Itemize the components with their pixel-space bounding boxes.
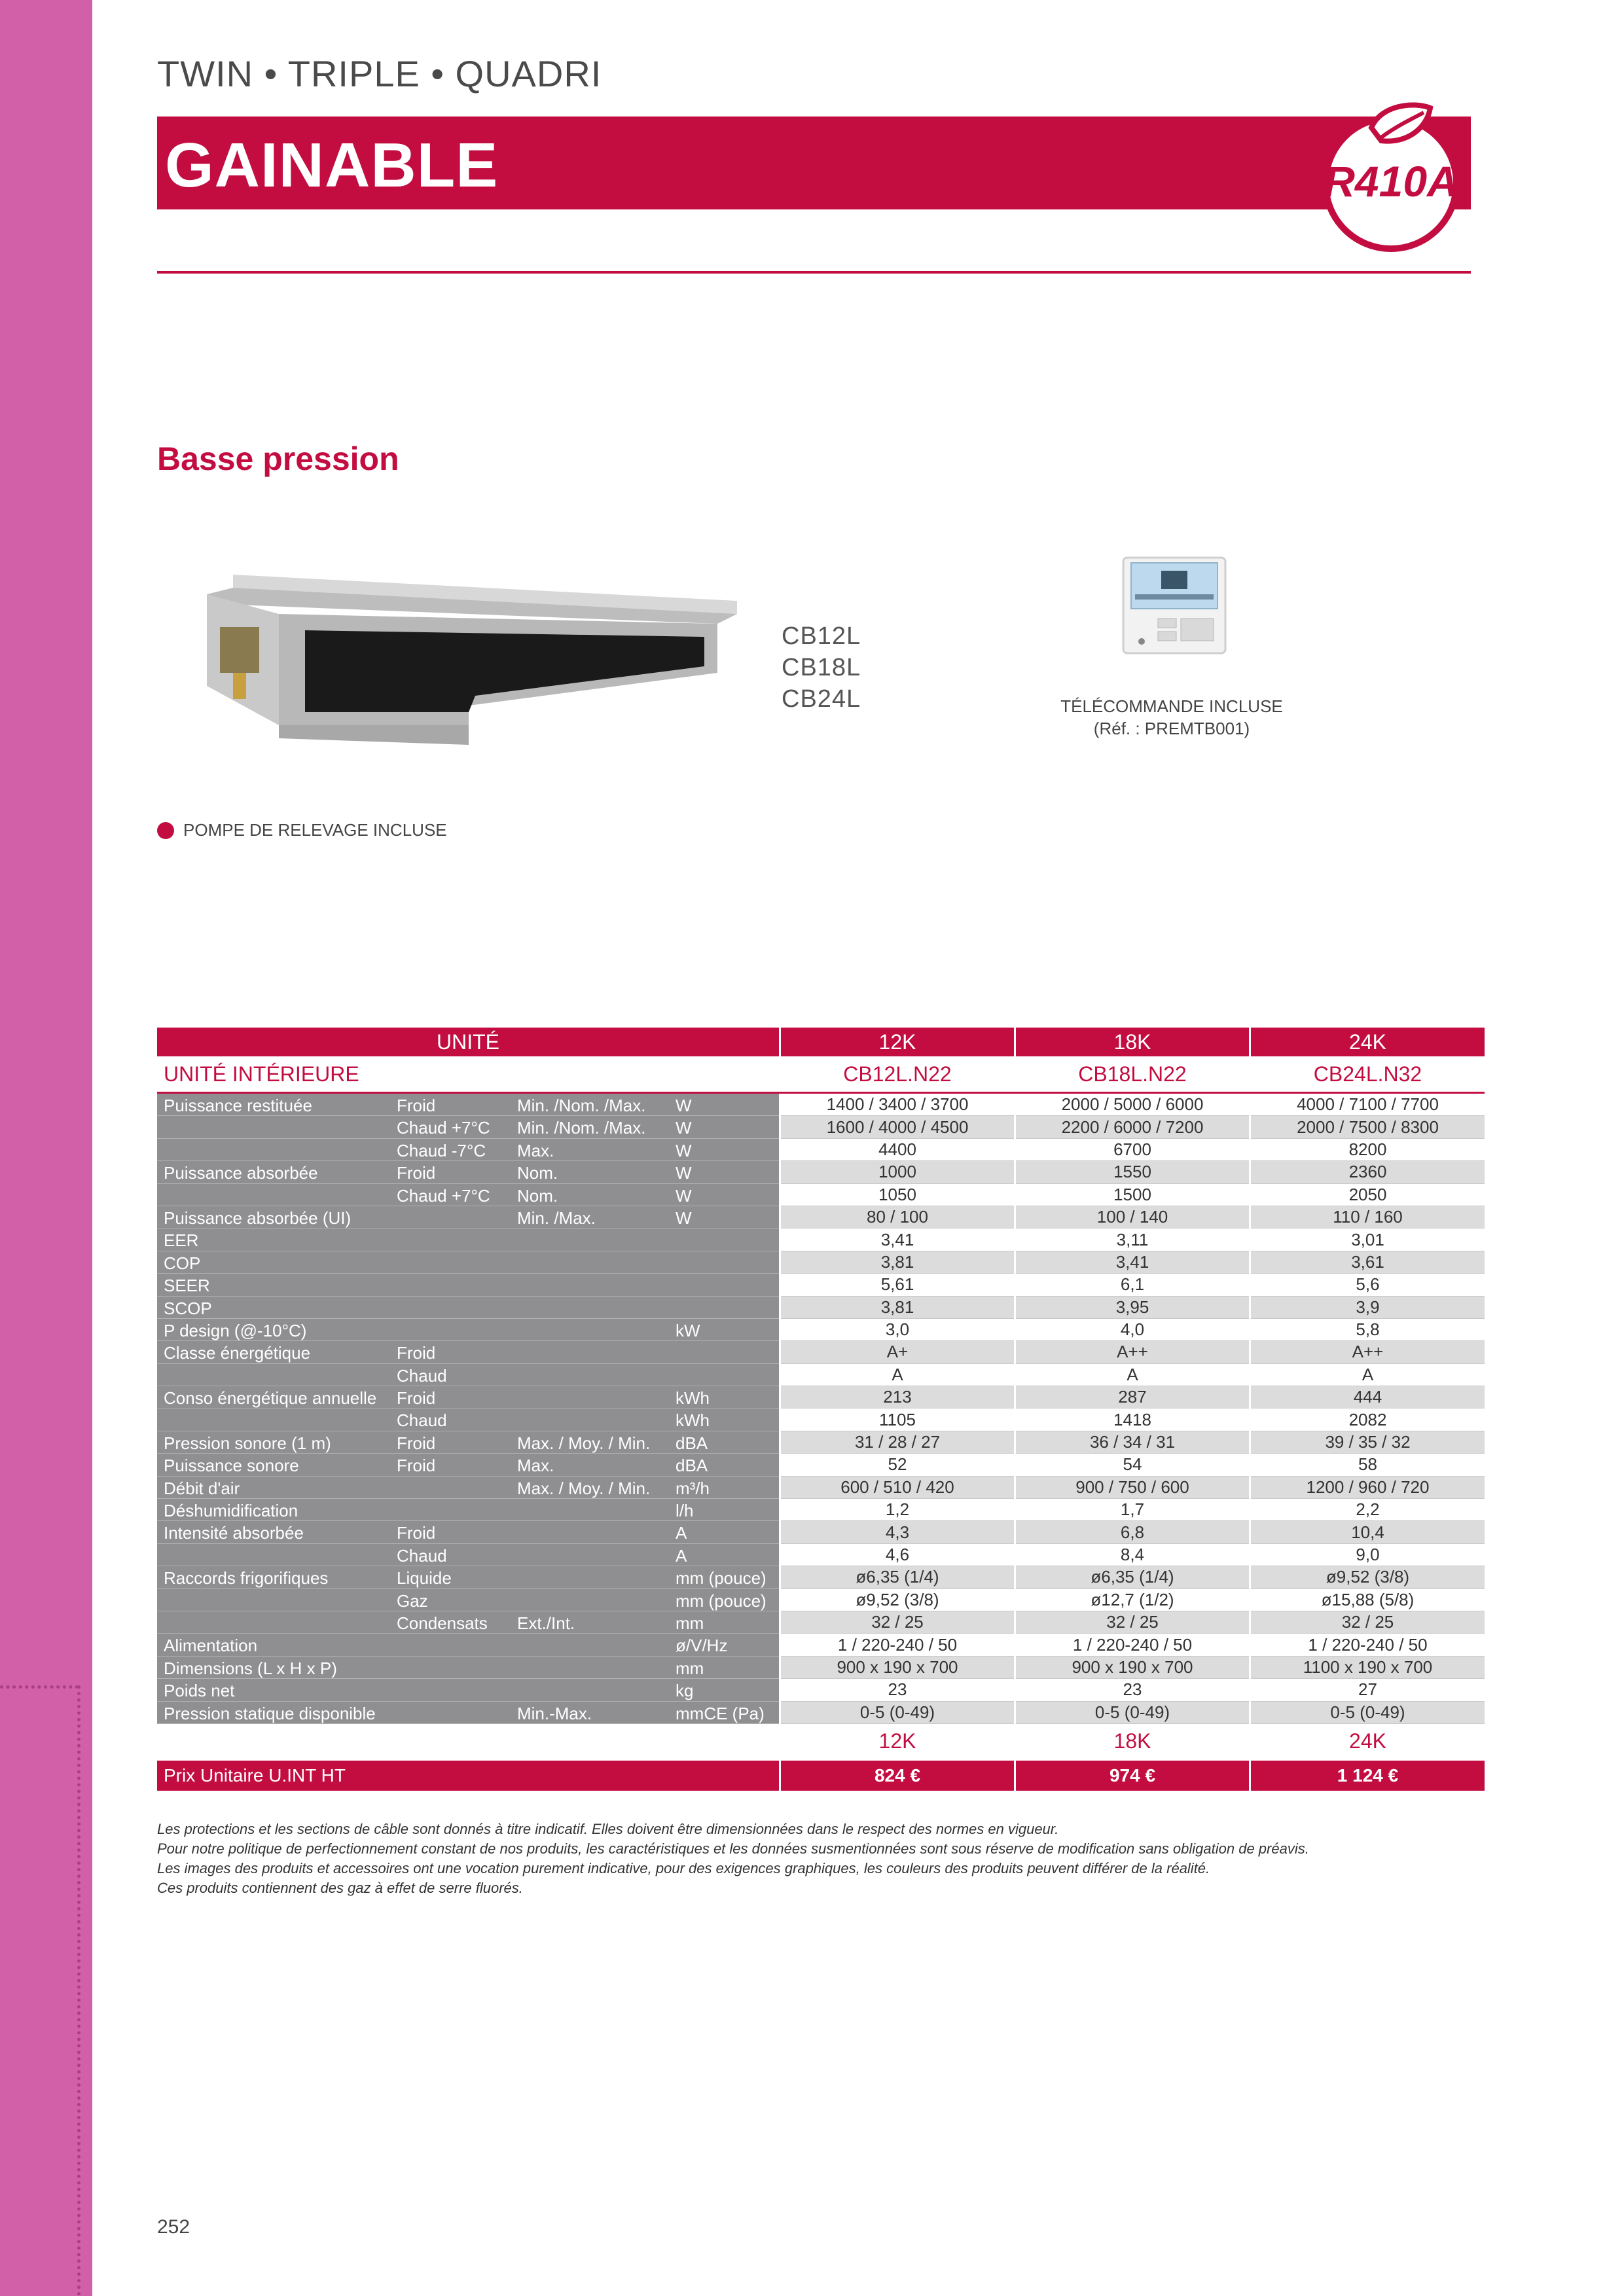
row-mode: Chaud +7°C: [397, 1118, 490, 1138]
model-name: CB12L: [782, 622, 861, 650]
row-label-text: Poids net: [164, 1681, 235, 1701]
row-value: 3,41: [781, 1229, 1014, 1251]
row-label-text: Conso énergétique annuelle: [164, 1388, 377, 1408]
pump-note-text: POMPE DE RELEVAGE INCLUSE: [183, 820, 447, 840]
row-label-text: Intensité absorbée: [164, 1523, 304, 1543]
row-unit: mm (pouce): [676, 1590, 767, 1611]
row-value: 23: [781, 1679, 1014, 1701]
row-value: ø9,52 (3/8): [1251, 1566, 1485, 1588]
row-value: 1 / 220-240 / 50: [1016, 1634, 1249, 1656]
row-label: [157, 1657, 779, 1679]
row-mode: Chaud: [397, 1410, 447, 1431]
row-value: 3,9: [1251, 1297, 1485, 1319]
row-mode: Liquide: [397, 1568, 452, 1588]
row-mode: Gaz: [397, 1590, 428, 1611]
row-label: [157, 1544, 779, 1566]
row-value: 58: [1251, 1454, 1485, 1476]
row-label: [157, 1499, 779, 1521]
price-row: [157, 1761, 1485, 1791]
row-value: ø9,52 (3/8): [781, 1589, 1014, 1611]
footnote: Pour notre politique de perfectionnement constant de nos produits, les caractéristiques et les données susmentionnées sont sous réserve de modification sans obligation de préavis.: [157, 1840, 1309, 1857]
row-mode: Froid: [397, 1163, 436, 1183]
row-value: 6,8: [1016, 1521, 1249, 1543]
row-label: [157, 1297, 779, 1319]
table-row: [157, 1116, 1485, 1138]
row-unit: A: [676, 1545, 687, 1566]
col-footer: 12K: [878, 1729, 916, 1753]
row-value: 5,61: [781, 1274, 1014, 1296]
row-unit: A: [676, 1523, 687, 1543]
row-value: 80 / 100: [781, 1206, 1014, 1229]
row-label: [157, 1611, 779, 1634]
col-header: 12K: [781, 1028, 1014, 1056]
row-unit: mm: [676, 1658, 704, 1678]
row-label: [157, 1477, 779, 1499]
row-mode: Froid: [397, 1096, 436, 1115]
row-value: 6,1: [1016, 1274, 1249, 1296]
row-label: [157, 1454, 779, 1476]
footnote: Les images des produits et accessoires ont une vocation purement indicative, pour des exigences graphiques, les couleurs des produits peuvent différer de la réalité.: [157, 1860, 1210, 1876]
row-value: 1100 x 190 x 700: [1251, 1657, 1485, 1679]
row-unit: l/h: [676, 1501, 694, 1521]
title-rule: [157, 271, 1471, 274]
row-value: 1500: [1016, 1184, 1249, 1206]
row-label: [157, 1229, 779, 1251]
row-value: 2200 / 6000 / 7200: [1016, 1116, 1249, 1138]
row-label: [157, 1319, 779, 1341]
table-row: [157, 1139, 1485, 1161]
row-mode: Froid: [397, 1456, 436, 1476]
footnote: Ces produits contiennent des gaz à effet de serre fluorés.: [157, 1880, 523, 1896]
indoor-model: CB12L.N22: [843, 1062, 952, 1086]
row-mode: Chaud: [397, 1545, 447, 1566]
row-value: 0-5 (0-49): [1251, 1702, 1485, 1724]
row-unit: W: [676, 1185, 692, 1206]
row-value: 1000: [781, 1161, 1014, 1183]
row-value: 3,61: [1251, 1251, 1485, 1274]
unit-header: UNITÉ: [157, 1028, 779, 1056]
row-value: 444: [1251, 1386, 1485, 1408]
table-row: [157, 1297, 1485, 1319]
row-label-text: P design (@-10°C): [164, 1320, 307, 1340]
row-label: [157, 1679, 779, 1701]
row-value: 213: [781, 1386, 1014, 1408]
table-row: [157, 1634, 1485, 1656]
row-value: 1,2: [781, 1499, 1014, 1521]
row-label-text: Alimentation: [164, 1636, 258, 1656]
row-value: 1200 / 960 / 720: [1251, 1477, 1485, 1499]
table-row: [157, 1477, 1485, 1499]
table-row: [157, 1184, 1485, 1206]
table-row: [157, 1094, 1485, 1116]
row-unit: dBA: [676, 1456, 708, 1476]
row-value: 1050: [781, 1184, 1014, 1206]
row-label: [157, 1386, 779, 1408]
table-row: [157, 1702, 1485, 1724]
row-value: 3,0: [781, 1319, 1014, 1341]
model-list: [782, 620, 861, 715]
row-value: 27: [1251, 1679, 1485, 1701]
row-label: [157, 1702, 779, 1724]
table-row: [157, 1319, 1485, 1341]
row-label-text: Puissance absorbée: [164, 1163, 318, 1183]
row-value: 110 / 160: [1251, 1206, 1485, 1229]
row-condition: Min. /Nom. /Max.: [517, 1096, 646, 1115]
row-value: 54: [1016, 1454, 1249, 1476]
row-label-text: Classe énergétique: [164, 1343, 311, 1363]
row-value: 1400 / 3400 / 3700: [781, 1094, 1014, 1116]
row-label-text: Pression statique disponible: [164, 1703, 376, 1723]
col-footer: 18K: [1113, 1729, 1151, 1753]
row-label-text: COP: [164, 1253, 201, 1273]
leaf-badge-icon: [1309, 92, 1473, 255]
side-dotted-line-vertical: [77, 1685, 81, 2296]
row-value: 3,01: [1251, 1229, 1485, 1251]
row-label: [157, 1251, 779, 1274]
price-value: 974 €: [1016, 1761, 1249, 1791]
row-mode: Chaud +7°C: [397, 1185, 490, 1206]
row-label: [157, 1566, 779, 1588]
table-row: [157, 1431, 1485, 1454]
row-value: 1105: [781, 1408, 1014, 1431]
row-value: 900 x 190 x 700: [1016, 1657, 1249, 1679]
row-condition: Min. /Max.: [517, 1208, 596, 1228]
table-row: [157, 1521, 1485, 1543]
row-value: 39 / 35 / 32: [1251, 1431, 1485, 1454]
row-value: 32 / 25: [1016, 1611, 1249, 1634]
table-row: [157, 1251, 1485, 1274]
row-label-text: Puissance absorbée (UI): [164, 1208, 352, 1228]
row-unit: mm (pouce): [676, 1568, 767, 1588]
footer-header-row: [157, 1724, 1485, 1759]
table-row: [157, 1589, 1485, 1611]
col-header: 24K: [1251, 1028, 1485, 1056]
row-value: 23: [1016, 1679, 1249, 1701]
row-value: 4,0: [1016, 1319, 1249, 1341]
row-label-text: Dimensions (L x H x P): [164, 1658, 337, 1678]
row-mode: Froid: [397, 1433, 436, 1453]
row-unit: kg: [676, 1681, 694, 1701]
row-value: 0-5 (0-49): [1016, 1702, 1249, 1724]
ducted-unit-image: [194, 575, 737, 745]
row-label-text: SCOP: [164, 1298, 212, 1318]
col-header: 18K: [1016, 1028, 1249, 1056]
row-value: 2082: [1251, 1408, 1485, 1431]
table-row: [157, 1274, 1485, 1296]
model-name: CB24L: [782, 685, 861, 713]
row-condition: Min.-Max.: [517, 1703, 592, 1723]
remote-caption-ref: (Réf. : PREMTB001): [1093, 719, 1250, 738]
table-row: [157, 1544, 1485, 1566]
row-value: ø15,88 (5/8): [1251, 1589, 1485, 1611]
row-value: A++: [1016, 1341, 1249, 1363]
indoor-model-row: [157, 1056, 1485, 1094]
row-label-text: Puissance restituée: [164, 1096, 312, 1115]
row-mode: Chaud: [397, 1365, 447, 1386]
badge-label: R410A: [1324, 157, 1458, 206]
row-value: 5,8: [1251, 1319, 1485, 1341]
row-condition: Max.: [517, 1140, 554, 1160]
row-mode: Froid: [397, 1523, 436, 1543]
row-value: 2050: [1251, 1184, 1485, 1206]
row-label: [157, 1341, 779, 1363]
table-row: [157, 1386, 1485, 1408]
table-row: [157, 1161, 1485, 1183]
row-value: 1418: [1016, 1408, 1249, 1431]
row-unit: W: [676, 1118, 692, 1138]
row-value: 900 / 750 / 600: [1016, 1477, 1249, 1499]
row-unit: m³/h: [676, 1478, 710, 1498]
row-value: 52: [781, 1454, 1014, 1476]
row-label-text: Puissance sonore: [164, 1456, 299, 1476]
row-value: ø6,35 (1/4): [781, 1566, 1014, 1588]
row-value: 100 / 140: [1016, 1206, 1249, 1229]
row-condition: Nom.: [517, 1163, 558, 1183]
row-unit: mm: [676, 1613, 704, 1633]
row-condition: Min. /Nom. /Max.: [517, 1118, 646, 1138]
row-value: 2000 / 7500 / 8300: [1251, 1116, 1485, 1138]
table-row: [157, 1679, 1485, 1701]
remote-control-image: [1122, 556, 1227, 655]
price-label: Prix Unitaire U.INT HT: [157, 1761, 779, 1791]
table-row: [157, 1611, 1485, 1634]
table-body: [157, 1094, 1485, 1724]
remote-caption: [982, 695, 1362, 740]
row-mode: Condensats: [397, 1613, 488, 1633]
row-unit: W: [676, 1163, 692, 1183]
row-label: [157, 1634, 779, 1656]
row-label: [157, 1184, 779, 1206]
row-value: 3,41: [1016, 1251, 1249, 1274]
page-number: 252: [157, 2216, 190, 2238]
row-label: [157, 1274, 779, 1296]
row-value: 4400: [781, 1139, 1014, 1161]
row-unit: kWh: [676, 1388, 710, 1408]
row-value: 2,2: [1251, 1499, 1485, 1521]
bullet-dot-icon: [157, 822, 174, 839]
row-value: 10,4: [1251, 1521, 1485, 1543]
row-label: [157, 1116, 779, 1138]
row-value: 3,11: [1016, 1229, 1249, 1251]
col-footer: 24K: [1349, 1729, 1386, 1753]
row-unit: W: [676, 1096, 692, 1115]
row-mode: Chaud -7°C: [397, 1140, 486, 1160]
row-unit: W: [676, 1208, 692, 1228]
row-value: 287: [1016, 1386, 1249, 1408]
row-value: 600 / 510 / 420: [781, 1477, 1014, 1499]
page-title: GAINABLE: [165, 130, 499, 200]
model-name: CB18L: [782, 654, 861, 681]
row-value: 1550: [1016, 1161, 1249, 1183]
remote-caption-line: TÉLÉCOMMANDE INCLUSE: [1060, 696, 1283, 716]
price-value: 824 €: [781, 1761, 1014, 1791]
row-unit: kWh: [676, 1410, 710, 1431]
row-value: A: [1016, 1364, 1249, 1386]
row-value: 0-5 (0-49): [781, 1702, 1014, 1724]
row-condition: Nom.: [517, 1185, 558, 1206]
row-value: 32 / 25: [1251, 1611, 1485, 1634]
row-label: [157, 1431, 779, 1454]
row-label: [157, 1094, 779, 1116]
footnotes: [157, 1820, 1309, 1898]
row-value: A: [1251, 1364, 1485, 1386]
table-row: [157, 1499, 1485, 1521]
indoor-model: CB24L.N32: [1313, 1062, 1422, 1086]
series-heading: TWIN • TRIPLE • QUADRI: [157, 53, 602, 94]
row-value: 3,81: [781, 1251, 1014, 1274]
row-value: 1 / 220-240 / 50: [1251, 1634, 1485, 1656]
row-value: 8,4: [1016, 1544, 1249, 1566]
row-value: 2000 / 5000 / 6000: [1016, 1094, 1249, 1116]
row-label-text: Débit d'air: [164, 1478, 240, 1498]
pump-note: [157, 820, 447, 840]
row-unit: mmCE (Pa): [676, 1703, 765, 1723]
table-row: [157, 1364, 1485, 1386]
row-value: 4,3: [781, 1521, 1014, 1543]
row-label-text: Raccords frigorifiques: [164, 1568, 329, 1588]
row-label: [157, 1139, 779, 1161]
row-condition: Max. / Moy. / Min.: [517, 1478, 651, 1498]
table-row: [157, 1408, 1485, 1431]
table-header-row: [157, 1028, 1485, 1056]
price-value: 1 124 €: [1251, 1761, 1485, 1791]
row-label-text: SEER: [164, 1276, 210, 1296]
row-value: A: [781, 1364, 1014, 1386]
section-subtitle: Basse pression: [157, 440, 399, 477]
row-value: 3,95: [1016, 1297, 1249, 1319]
table-row: [157, 1229, 1485, 1251]
row-value: ø12,7 (1/2): [1016, 1589, 1249, 1611]
row-label: [157, 1364, 779, 1386]
side-dotted-line: [0, 1685, 79, 1689]
row-mode: Froid: [397, 1343, 436, 1363]
row-unit: ø/V/Hz: [676, 1636, 728, 1656]
row-value: ø6,35 (1/4): [1016, 1566, 1249, 1588]
row-value: A+: [781, 1341, 1014, 1363]
table-row: [157, 1206, 1485, 1229]
row-label: [157, 1589, 779, 1611]
table-row: [157, 1454, 1485, 1476]
row-value: 32 / 25: [781, 1611, 1014, 1634]
indoor-model: CB18L.N22: [1078, 1062, 1187, 1086]
row-label: [157, 1521, 779, 1543]
row-value: 4,6: [781, 1544, 1014, 1566]
row-value: 1600 / 4000 / 4500: [781, 1116, 1014, 1138]
row-unit: kW: [676, 1320, 700, 1340]
row-value: 6700: [1016, 1139, 1249, 1161]
row-value: 8200: [1251, 1139, 1485, 1161]
row-label: [157, 1206, 779, 1229]
table-row: [157, 1566, 1485, 1588]
row-label: [157, 1408, 779, 1431]
row-label-text: Pression sonore (1 m): [164, 1433, 331, 1453]
row-condition: Ext./Int.: [517, 1613, 575, 1633]
row-unit: W: [676, 1140, 692, 1160]
row-value: 36 / 34 / 31: [1016, 1431, 1249, 1454]
row-value: 900 x 190 x 700: [781, 1657, 1014, 1679]
spec-table: [157, 1028, 1485, 1791]
row-value: 4000 / 7100 / 7700: [1251, 1094, 1485, 1116]
row-label: [157, 1161, 779, 1183]
row-condition: Max.: [517, 1456, 554, 1476]
table-row: [157, 1657, 1485, 1679]
footnote: Les protections et les sections de câble sont donnés à titre indicatif. Elles doivent être dimensionnées dans le respect des normes en vigueur.: [157, 1821, 1059, 1837]
indoor-label: UNITÉ INTÉRIEURE: [164, 1062, 359, 1086]
row-value: 3,81: [781, 1297, 1014, 1319]
row-value: 31 / 28 / 27: [781, 1431, 1014, 1454]
row-unit: dBA: [676, 1433, 708, 1453]
row-mode: Froid: [397, 1388, 436, 1408]
row-value: 9,0: [1251, 1544, 1485, 1566]
row-condition: Max. / Moy. / Min.: [517, 1433, 651, 1453]
row-label-text: Déshumidification: [164, 1501, 298, 1521]
row-label-text: EER: [164, 1230, 199, 1251]
row-value: 1,7: [1016, 1499, 1249, 1521]
table-row: [157, 1341, 1485, 1363]
row-value: A++: [1251, 1341, 1485, 1363]
row-value: 1 / 220-240 / 50: [781, 1634, 1014, 1656]
row-value: 2360: [1251, 1161, 1485, 1183]
row-value: 5,6: [1251, 1274, 1485, 1296]
